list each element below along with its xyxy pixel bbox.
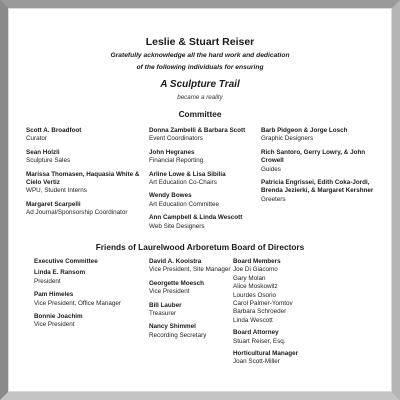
list-item: Wendy Bowes Art Education Committee xyxy=(149,192,219,208)
board-column-3 xyxy=(233,258,351,367)
list-item: Linda Wescott xyxy=(233,316,273,324)
committee-column-1 xyxy=(26,127,141,223)
list-item: Joan Scott-Miller xyxy=(233,358,280,366)
list-item: Rich Santoro, Gerry Lowry, & John Crowell Guides xyxy=(261,148,366,173)
acknowledgement-card xyxy=(8,8,392,392)
list-item: Ann Campbell & Linda Wescott Web Site Designers xyxy=(149,214,243,230)
list-item: Bill Lauber Treasurer xyxy=(149,301,182,318)
horticultural-manager-heading: Horticultural Manager xyxy=(233,350,299,358)
list-item: Lourdes Osorio xyxy=(233,291,277,299)
list-item: Scott A. Broadfoot Curator xyxy=(26,127,82,143)
list-item: Georgette Moesch Vice President xyxy=(149,279,204,296)
list-item: Donna Zambelli & Barbara Scott Event Coordinators xyxy=(149,127,246,143)
acknowledgement-line-2: of the following individuals for ensuring xyxy=(136,64,264,71)
board-attorney-heading: Board Attorney xyxy=(233,329,279,337)
board-members-heading: Board Members xyxy=(233,258,281,265)
list-item: Linda E. Ransom President xyxy=(34,269,86,285)
project-title: A Sculpture Trail xyxy=(160,79,240,90)
board-column-1 xyxy=(34,258,149,335)
list-item: Barbara Schroeder xyxy=(233,308,287,316)
page-title: Leslie & Stuart Reiser xyxy=(145,36,255,48)
list-item: Gary Molan xyxy=(233,274,266,282)
list-item: John Hegranes Financial Reporting xyxy=(149,148,204,165)
list-item: Nancy Shimmel Recording Secretary xyxy=(149,323,207,339)
committee-column-2 xyxy=(149,127,259,236)
board-heading: Friends of Laurelwood Arboretum Board of Directors xyxy=(95,242,305,252)
list-item: Barb Pidgeon & Jorge Losch Graphic Designers xyxy=(261,127,348,143)
acknowledgement-line-1: Gratefully acknowledge all the hard work and dedication xyxy=(110,52,290,59)
list-item: Arline Lowe & Lisa Sibilia Art Education Co-Chairs xyxy=(149,170,226,187)
list-item: David A. Kooistra Vice President, Site Manager xyxy=(149,258,231,274)
list-item: Sean Holzli Sculpture Sales xyxy=(26,148,71,165)
committee-heading: Committee xyxy=(178,109,222,119)
committee-column-3 xyxy=(261,127,379,209)
list-item: Alice Moskowitz xyxy=(233,283,278,291)
list-item: Bonnie Joachim Vice President xyxy=(34,313,83,329)
list-item: Executive Committee xyxy=(34,258,98,265)
list-item: Marissa Thomasen, Haquasia White & Cielo Vertiz WPU, Student Interns xyxy=(26,170,140,195)
list-item: Carol Palmer-Yomtov xyxy=(233,300,293,308)
list-item: Pam Himeles Vice President, Office Manager xyxy=(34,291,121,307)
list-item: Stuart Reiser, Esq. xyxy=(233,337,286,345)
list-item: Patricia Engrissei, Edith Coka-Jordi, Brenda Jezierki, & Margaret Kershner Greeters xyxy=(261,179,374,203)
list-item: Joe Di Giacomo xyxy=(233,266,278,274)
project-tagline: became a reality xyxy=(177,94,223,101)
list-item: Margaret Scarpelli Ad Journal/Sponsorship Coordinator xyxy=(26,200,128,217)
